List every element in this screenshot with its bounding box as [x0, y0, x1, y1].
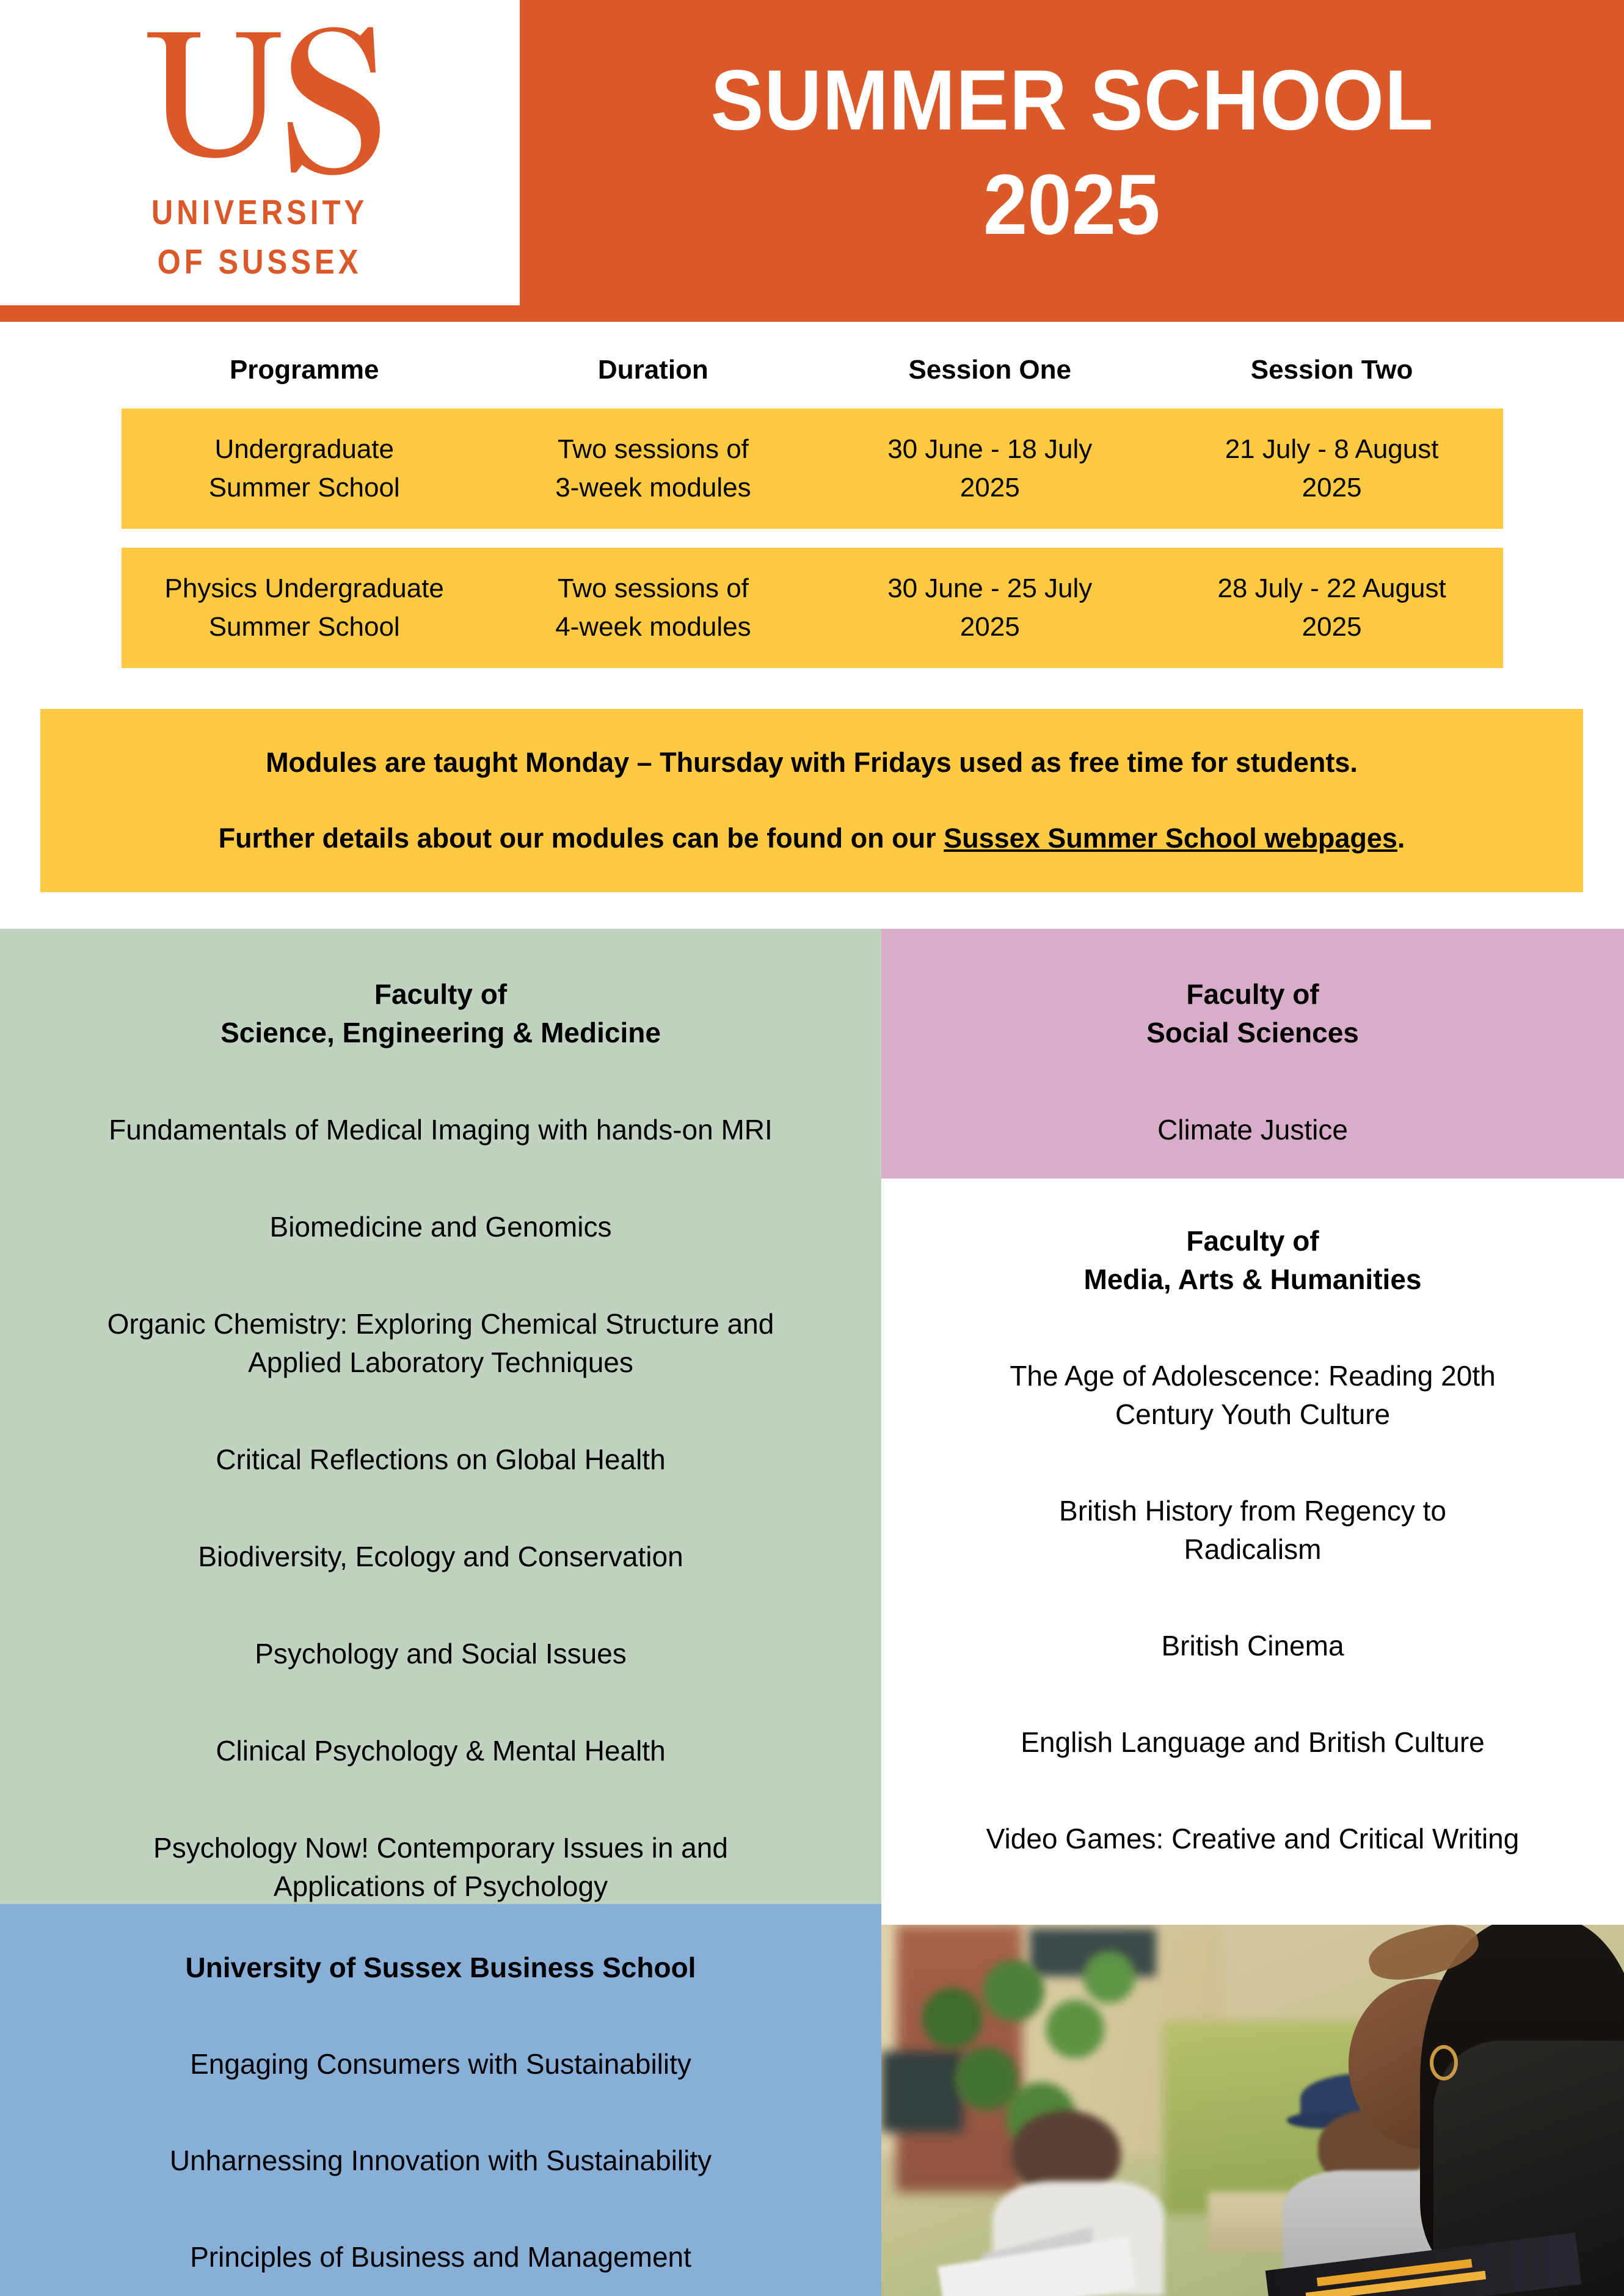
sussex-summer-school-link[interactable]: Sussex Summer School webpages [944, 823, 1397, 854]
module-item: Psychology Now! Contemporary Issues in and Applications of Psychology [153, 1832, 728, 1903]
faculty-social-sciences-heading-line2: Social Sciences [1146, 1017, 1359, 1049]
logo-word-of-sussex: OF SUSSEX [158, 242, 362, 282]
notice-line-1: Modules are taught Monday – Thursday with Fridays used as free time for students. [266, 746, 1358, 778]
faculty-social-sciences-section [881, 929, 1624, 1149]
cell-text: Two sessions of [557, 573, 749, 604]
notice-suffix: . [1397, 823, 1405, 854]
module-item: English Language and British Culture [1021, 1726, 1485, 1759]
cell-text: Physics Undergraduate [164, 573, 444, 604]
cell-text: 2025 [1302, 611, 1362, 642]
cell-text: 28 July - 22 August [1217, 573, 1446, 604]
cell-session-one [819, 431, 1161, 507]
cell-text: 30 June - 25 July [887, 573, 1093, 604]
module-item: Biodiversity, Ecology and Conservation [198, 1541, 683, 1573]
cell-programme [122, 570, 487, 646]
module-item: Organic Chemistry: Exploring Chemical Structure and Applied Laboratory Techniques [107, 1308, 774, 1379]
cell-text: 3-week modules [555, 472, 751, 503]
module-item: Engaging Consumers with Sustainability [190, 2048, 691, 2080]
cell-duration [487, 570, 819, 646]
notice-box [40, 709, 1583, 892]
faculty-media-arts-heading-line2: Media, Arts & Humanities [1083, 1263, 1422, 1296]
page-title-line2: 2025 [983, 156, 1160, 252]
cell-session-one [819, 570, 1161, 646]
logo-word-university: UNIVERSITY [151, 193, 368, 233]
faculty-media-arts-section [881, 1222, 1624, 1916]
column-header-programme: Programme [229, 355, 379, 385]
page-title [520, 0, 1624, 305]
faculty-social-sciences-heading-line1: Faculty of [1186, 978, 1319, 1010]
university-logo [0, 0, 520, 305]
module-item: Principles of Business and Management [190, 2241, 691, 2273]
faculty-sections [0, 929, 1624, 2296]
module-item: British History from Regency to Radicalism [1059, 1495, 1446, 1566]
cell-text: 21 July - 8 August [1225, 434, 1439, 465]
cell-text: Undergraduate [214, 434, 394, 465]
business-school-heading: University of Sussex Business School [185, 1952, 696, 1983]
cell-text: 30 June - 18 July [887, 434, 1093, 465]
faculty-sem-heading-line2: Science, Engineering & Medicine [220, 1017, 661, 1049]
module-item: Unharnessing Innovation with Sustainability [169, 2145, 712, 2177]
module-item: Fundamentals of Medical Imaging with hands-on MRI [109, 1114, 773, 1146]
faculty-media-arts-heading [881, 1222, 1624, 1299]
cell-text: 2025 [959, 611, 1020, 642]
module-item: The Age of Adolescence: Reading 20th Century Youth Culture [1010, 1360, 1496, 1431]
page-title-line1: SUMMER SCHOOL [710, 52, 1433, 148]
faculty-sem-section [0, 929, 881, 1906]
schedule-header-row [122, 322, 1503, 409]
column-header-duration: Duration [597, 355, 708, 385]
cell-session-two [1161, 570, 1503, 646]
notice-line-2 [219, 821, 1405, 857]
us-monogram-icon [132, 18, 388, 177]
cell-text: 4-week modules [555, 611, 751, 642]
module-item: Climate Justice [1157, 1114, 1348, 1146]
campus-students-photo [881, 1925, 1624, 2296]
schedule-table [0, 322, 1624, 668]
cell-text: Two sessions of [557, 434, 749, 465]
faculty-media-arts-heading-line1: Faculty of [1186, 1225, 1319, 1257]
cell-text: Summer School [208, 472, 400, 503]
module-item: Critical Reflections on Global Health [216, 1444, 666, 1476]
poster-header [0, 0, 1624, 322]
photo-student-foreground [1342, 1925, 1624, 2296]
cell-session-two [1161, 431, 1503, 507]
cell-text: 2025 [959, 472, 1020, 503]
university-logo-wordmark [151, 188, 368, 287]
notice-prefix: Further details about our modules can be found on our [218, 823, 944, 854]
faculty-sem-heading-line1: Faculty of [374, 978, 508, 1010]
module-item: Biomedicine and Genomics [269, 1211, 612, 1243]
column-header-session-one: Session One [908, 355, 1071, 385]
module-item: Video Games: Creative and Critical Writing [986, 1823, 1520, 1855]
cell-text: 2025 [1302, 472, 1362, 503]
business-school-section [0, 1904, 881, 2296]
cell-text: Summer School [208, 611, 400, 642]
faculty-sem-heading [0, 975, 881, 1052]
column-header-session-two: Session Two [1250, 355, 1413, 385]
table-row [122, 548, 1503, 668]
cell-programme [122, 431, 487, 507]
faculty-social-sciences-heading [881, 975, 1624, 1052]
table-row [122, 409, 1503, 529]
module-item: Psychology and Social Issues [255, 1638, 627, 1670]
module-item: Clinical Psychology & Mental Health [216, 1735, 666, 1767]
module-item: British Cinema [1161, 1630, 1344, 1662]
cell-duration [487, 431, 819, 507]
